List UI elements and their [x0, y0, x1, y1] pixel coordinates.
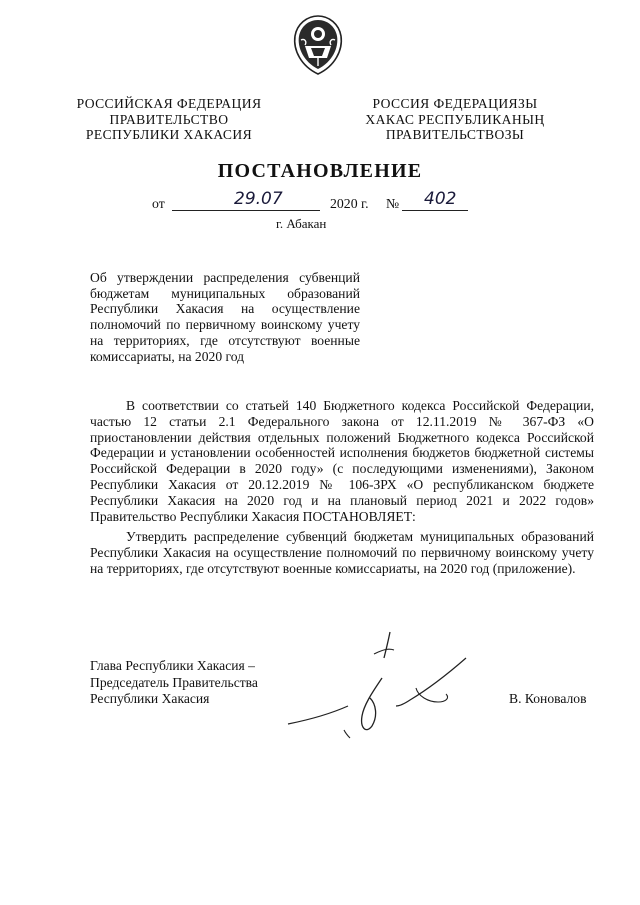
- number-label: №: [386, 196, 400, 211]
- header-right-line-1: РОССИЯ ФЕДЕРАЦИЯЗЫ: [372, 96, 538, 111]
- date-underline: [172, 210, 320, 211]
- header-left-line-3: РЕСПУБЛИКИ ХАКАСИЯ: [85, 127, 253, 143]
- body-paragraph-2: Утвердить распределение субвенций бюджетам муниципальных образований Республики Хакасия на осуществление полномочий по первичному воинскому учету на территориях, где отсутствуют военные комиссариаты, на 2020 год (приложение).: [90, 529, 594, 576]
- document-title: ПОСТАНОВЛЕНИЕ: [217, 160, 423, 182]
- signatory-position: [90, 658, 258, 708]
- handwritten-number: 402: [424, 189, 457, 209]
- position-line-1: Глава Республики Хакасия –: [90, 658, 255, 673]
- handwritten-date: 29.07: [234, 189, 283, 209]
- year-label: 2020 г.: [330, 196, 369, 211]
- position-line-2: Председатель Правительства: [90, 674, 258, 690]
- date-from-label: от: [152, 196, 165, 211]
- header-left-line-1: РОССИЙСКАЯ ФЕДЕРАЦИЯ: [76, 96, 262, 111]
- header-right-line-3: ПРАВИТЕЛЬСТВОЗЫ: [385, 127, 525, 143]
- issuer-header-khakas: [360, 96, 550, 143]
- issuer-header-russian: [74, 96, 264, 143]
- coat-of-arms-icon: [289, 14, 347, 76]
- number-underline: [402, 210, 468, 211]
- signatory-name: В. Коновалов: [509, 691, 587, 706]
- body-paragraph-1: В соответствии со статьей 140 Бюджетного кодекса Российской Федерации, частью 12 статьи 2.1 Федерального закона от 12.11.2019 № 367-ФЗ «О приостановлении действия отдельных положений Бюджетного кодекса Российской Федерации и установлении особенностей исполнения бюджетов бюджетной системы Российской Федерации в 2020 году» (с последующими изменениями), Законом Республики Хакасия от 20.12.2019 № 106-ЗРХ «О республиканском бюджете Республики Хакасия на 2020 год и на плановый период 2021 и 2022 годов» Правительство Республики Хакасия ПОСТАНОВЛЯЕТ:: [90, 398, 594, 524]
- city-label: г. Абакан: [276, 216, 327, 231]
- handwritten-signature: [278, 626, 500, 744]
- document-subject: Об утверждении распределения субвенций бюджетам муниципальных образований Республики Хакасия на осуществление полномочий по первичному воинскому учету на территориях, где отсутствуют военные комиссариаты, на 2020 год: [90, 270, 360, 364]
- header-right-line-2: ХАКАС РЕСПУБЛИКАНЫҢ: [365, 111, 545, 127]
- header-left-line-2: ПРАВИТЕЛЬСТВО: [109, 111, 229, 127]
- position-line-3: Республики Хакасия: [90, 691, 210, 706]
